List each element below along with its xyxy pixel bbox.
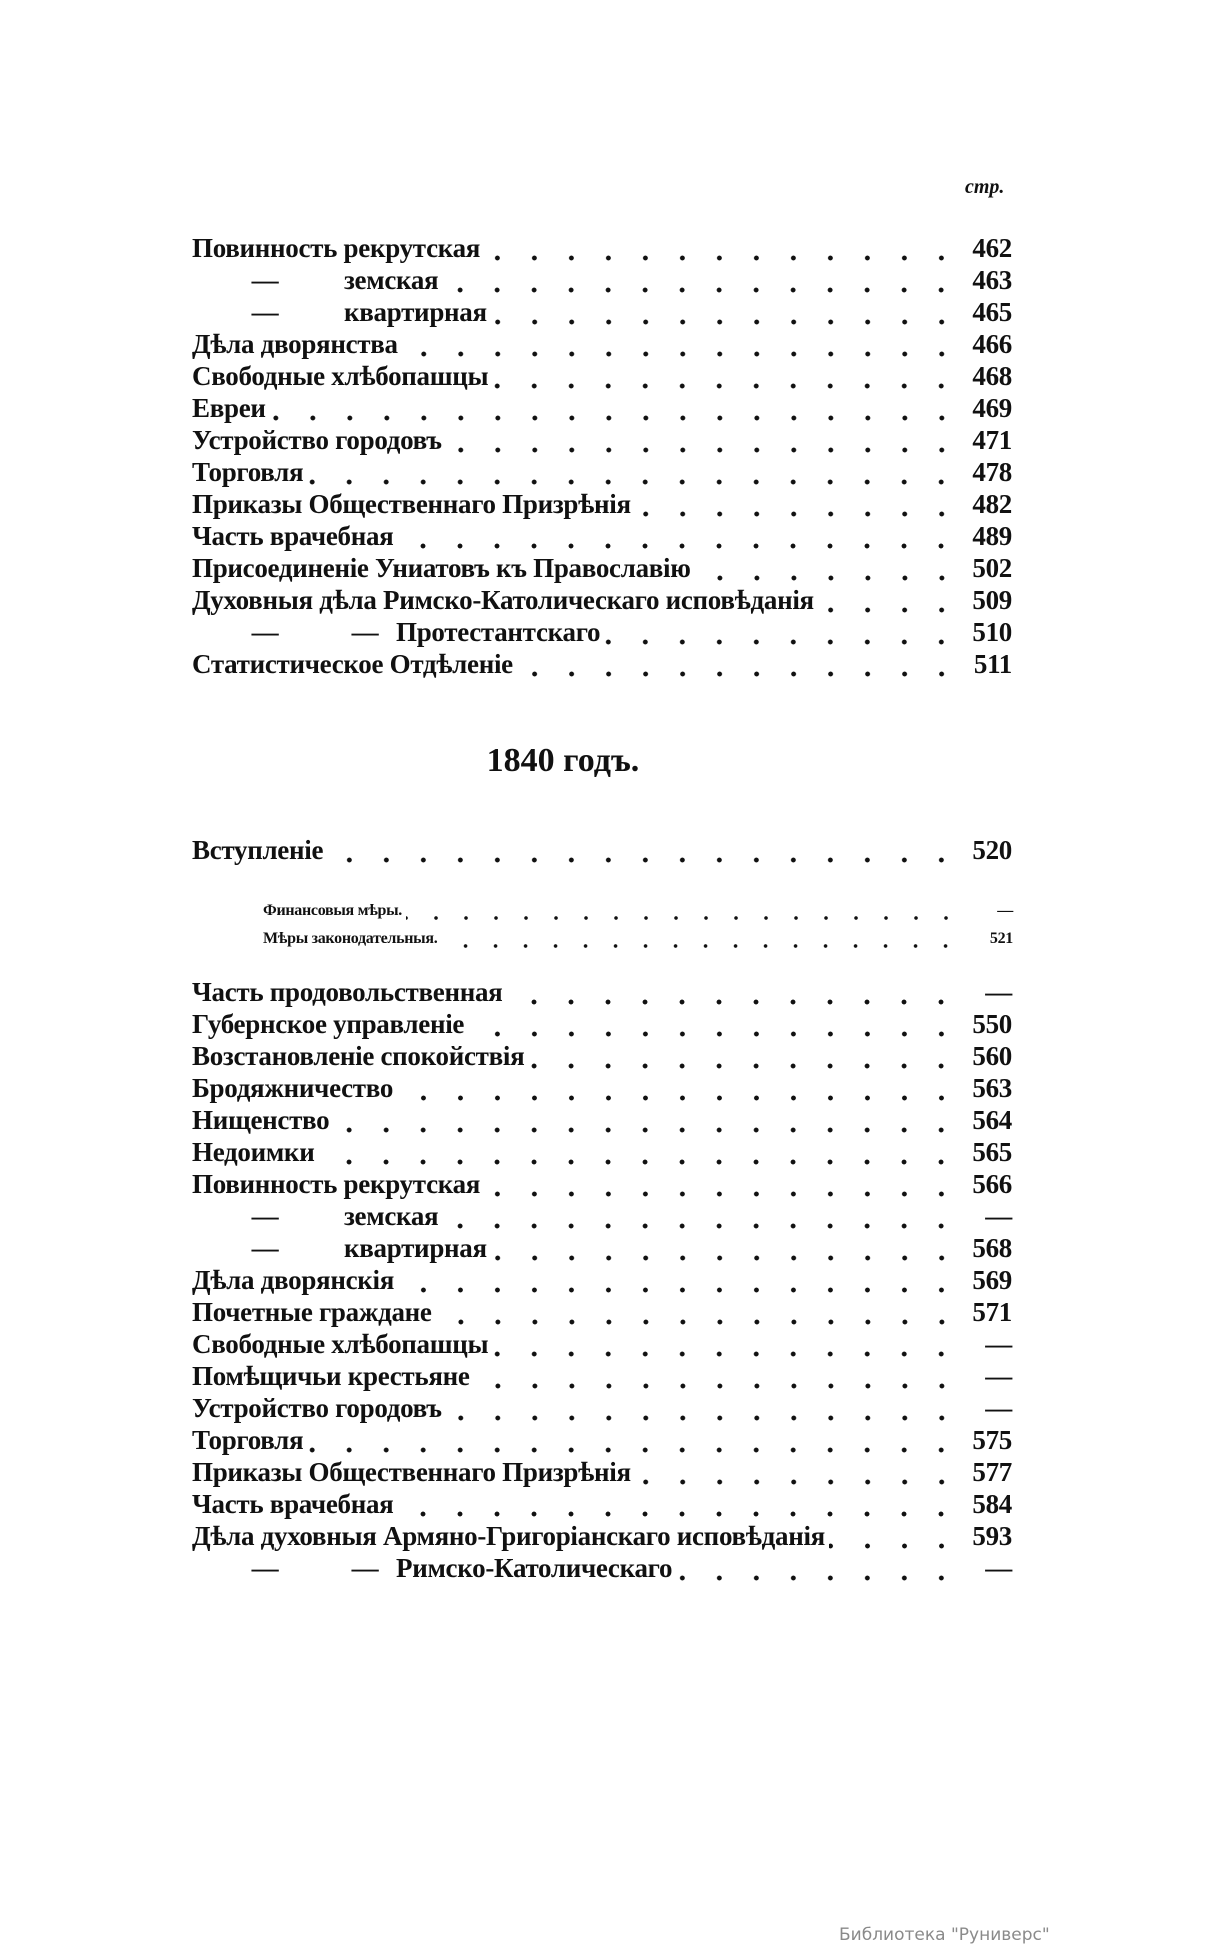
entry-page: 584 <box>972 1489 1012 1519</box>
dot-leader <box>468 1008 960 1040</box>
toc-entry[interactable] <box>192 1520 1012 1552</box>
toc-entry[interactable] <box>192 296 1012 328</box>
toc-entry[interactable] <box>192 1264 1012 1296</box>
entry-title: Духовныя дѣла Римско-Католическаго исповѣданія <box>192 585 814 615</box>
entry-page: 575 <box>972 1425 1012 1455</box>
dot-leader <box>492 1328 960 1360</box>
entry-title: земская <box>344 265 439 295</box>
entry-page: 511 <box>973 649 1012 679</box>
toc-entry[interactable] <box>192 328 1012 360</box>
dot-leader <box>446 1392 960 1424</box>
entry-page: — <box>985 1329 1012 1359</box>
entry-title: Повинность рекрутская <box>192 233 481 263</box>
ditto-dash: — <box>251 617 279 647</box>
ditto-dash: — <box>251 265 279 295</box>
entry-page: 509 <box>972 585 1012 615</box>
entry-title: Вступленіе <box>192 835 324 865</box>
entry-page: 482 <box>972 489 1012 519</box>
entry-page: 468 <box>972 361 1012 391</box>
entry-page: — <box>985 1553 1012 1583</box>
entry-title: Свободные хлѣбопашцы <box>192 361 489 391</box>
dot-leader <box>397 1072 960 1104</box>
entry-page: 520 <box>972 835 1012 865</box>
toc-entry[interactable] <box>192 1296 1012 1328</box>
toc-subsection <box>263 897 1013 953</box>
entry-page: 478 <box>972 457 1012 487</box>
entry-title: квартирная <box>344 297 487 327</box>
toc-entry[interactable] <box>263 897 1013 925</box>
dot-leader <box>406 897 961 925</box>
toc-entry[interactable] <box>192 1072 1012 1104</box>
toc-entry[interactable] <box>192 648 1012 680</box>
dot-leader <box>484 1168 960 1200</box>
dot-leader <box>695 552 960 584</box>
entry-title: Финансовыя мѣры. <box>263 902 402 919</box>
entry-page: 564 <box>972 1105 1012 1135</box>
entry-title: Протестантскаго <box>396 617 601 647</box>
entry-title: Бродяжничество <box>192 1073 394 1103</box>
dot-leader <box>442 1200 960 1232</box>
toc-entry[interactable] <box>192 1552 1012 1584</box>
entry-page: 563 <box>972 1073 1012 1103</box>
dot-leader <box>398 1264 960 1296</box>
entry-title: Дѣла дворянскія <box>192 1265 395 1295</box>
toc-entry[interactable] <box>192 1392 1012 1424</box>
page-column-label: стр. <box>965 176 1005 198</box>
dot-leader <box>318 1136 960 1168</box>
entry-page: — <box>997 902 1013 919</box>
entry-title: Часть врачебная <box>192 1489 394 1519</box>
ditto-dash: — <box>351 1553 379 1583</box>
entry-title: Римско-Католическаго <box>396 1553 673 1583</box>
entry-page: 565 <box>972 1137 1012 1167</box>
toc-entry[interactable] <box>192 616 1012 648</box>
entry-title: Приказы Общественнаго Призрѣнія <box>192 1457 631 1487</box>
entry-title: Торговля <box>192 457 304 487</box>
entry-title: Присоединеніе Униатовъ къ Православію <box>192 553 691 583</box>
entry-title: Почетные граждане <box>192 1297 432 1327</box>
entry-page: 571 <box>972 1297 1012 1327</box>
dot-leader <box>397 1488 960 1520</box>
toc-entry[interactable] <box>192 1424 1012 1456</box>
dot-leader <box>635 1456 960 1488</box>
dot-leader <box>307 456 960 488</box>
entry-title: Евреи <box>192 393 266 423</box>
dot-leader <box>676 1552 960 1584</box>
toc-entry[interactable] <box>192 1232 1012 1264</box>
entry-title: Нищенство <box>192 1105 330 1135</box>
toc-intro <box>192 834 1012 866</box>
entry-page: 471 <box>972 425 1012 455</box>
toc-entry[interactable] <box>192 834 1012 866</box>
toc-entry[interactable] <box>192 232 1012 264</box>
dot-leader <box>491 1232 960 1264</box>
dot-leader <box>270 392 960 424</box>
entry-title: Статистическое Отдѣленіе <box>192 649 513 679</box>
entry-page: 566 <box>972 1169 1012 1199</box>
entry-title: Свободные хлѣбопашцы <box>192 1329 489 1359</box>
entry-title: Устройство городовъ <box>192 425 442 455</box>
dot-leader <box>446 424 960 456</box>
entry-page: 469 <box>972 393 1012 423</box>
entry-title: Губернское управленіе <box>192 1009 465 1039</box>
entry-page: 521 <box>989 930 1013 947</box>
toc-entry[interactable] <box>192 1040 1012 1072</box>
dot-leader <box>528 1040 960 1072</box>
library-watermark: Библиотека "Руниверс" <box>839 1925 1050 1945</box>
entry-page: 560 <box>972 1041 1012 1071</box>
entry-title: земская <box>344 1201 439 1231</box>
dot-leader <box>506 976 960 1008</box>
toc-entry[interactable] <box>263 925 1013 953</box>
toc-entry[interactable] <box>192 392 1012 424</box>
toc-entry[interactable] <box>192 552 1012 584</box>
toc-section-1 <box>192 232 1012 680</box>
toc-entry[interactable] <box>192 1328 1012 1360</box>
entry-title: Недоимки <box>192 1137 315 1167</box>
entry-page: 466 <box>972 329 1012 359</box>
dot-leader <box>442 264 960 296</box>
entry-page: 489 <box>972 521 1012 551</box>
toc-entry[interactable] <box>192 1456 1012 1488</box>
dot-leader <box>402 328 960 360</box>
toc-entry[interactable] <box>192 976 1012 1008</box>
entry-title: Приказы Общественнаго Призрѣнія <box>192 489 631 519</box>
toc-entry[interactable] <box>192 264 1012 296</box>
entry-title: Помѣщичьи крестьяне <box>192 1361 470 1391</box>
toc-entry[interactable] <box>192 360 1012 392</box>
toc-entry[interactable] <box>192 520 1012 552</box>
dot-leader <box>492 360 960 392</box>
toc-entry[interactable] <box>192 1360 1012 1392</box>
dot-leader <box>829 1520 960 1552</box>
dot-leader <box>474 1360 960 1392</box>
dot-leader <box>436 1296 960 1328</box>
dot-leader <box>604 616 960 648</box>
toc-entry[interactable] <box>192 488 1012 520</box>
entry-page: — <box>985 977 1012 1007</box>
entry-page: 465 <box>972 297 1012 327</box>
entry-title: Часть продовольственная <box>192 977 503 1007</box>
ditto-dash: — <box>351 617 379 647</box>
entry-title: Дѣла дворянства <box>192 329 398 359</box>
toc-entry[interactable] <box>192 424 1012 456</box>
dot-leader <box>484 232 960 264</box>
dot-leader <box>491 296 960 328</box>
dot-leader <box>333 1104 960 1136</box>
dot-leader <box>397 520 960 552</box>
entry-page: 463 <box>972 265 1012 295</box>
dot-leader <box>441 925 961 953</box>
dot-leader <box>818 584 960 616</box>
ditto-dash: — <box>251 1553 279 1583</box>
dot-leader <box>327 834 960 866</box>
entry-title: Повинность рекрутская <box>192 1169 481 1199</box>
entry-page: 569 <box>972 1265 1012 1295</box>
entry-page: — <box>985 1393 1012 1423</box>
entry-title: Возстановленіе спокойствія <box>192 1041 525 1071</box>
toc-entry[interactable] <box>192 1200 1012 1232</box>
entry-page: 462 <box>972 233 1012 263</box>
entry-page: 550 <box>972 1009 1012 1039</box>
toc-entry[interactable] <box>192 456 1012 488</box>
entry-title: Часть врачебная <box>192 521 394 551</box>
toc-section-2 <box>192 976 1012 1584</box>
toc-entry[interactable] <box>192 584 1012 616</box>
toc-entry[interactable] <box>192 1168 1012 1200</box>
toc-entry[interactable] <box>192 1488 1012 1520</box>
entry-title: квартирная <box>344 1233 487 1263</box>
entry-page: 510 <box>972 617 1012 647</box>
entry-page: 568 <box>972 1233 1012 1263</box>
year-heading: 1840 годъ. <box>486 742 640 779</box>
ditto-dash: — <box>251 297 279 327</box>
entry-page: 502 <box>972 553 1012 583</box>
entry-page: 577 <box>972 1457 1012 1487</box>
toc-entry[interactable] <box>192 1104 1012 1136</box>
dot-leader <box>635 488 960 520</box>
toc-entry[interactable] <box>192 1136 1012 1168</box>
entry-title: Дѣла духовныя Армяно-Григоріанскаго исповѣданія <box>192 1521 825 1551</box>
toc-entry[interactable] <box>192 1008 1012 1040</box>
entry-page: — <box>985 1361 1012 1391</box>
entry-title: Устройство городовъ <box>192 1393 442 1423</box>
entry-page: 593 <box>972 1521 1012 1551</box>
ditto-dash: — <box>251 1233 279 1263</box>
dot-leader <box>517 648 960 680</box>
entry-title: Торговля <box>192 1425 304 1455</box>
entry-title: Мѣры законодательныя. <box>263 930 438 947</box>
entry-page: — <box>985 1201 1012 1231</box>
ditto-dash: — <box>251 1201 279 1231</box>
dot-leader <box>307 1424 960 1456</box>
